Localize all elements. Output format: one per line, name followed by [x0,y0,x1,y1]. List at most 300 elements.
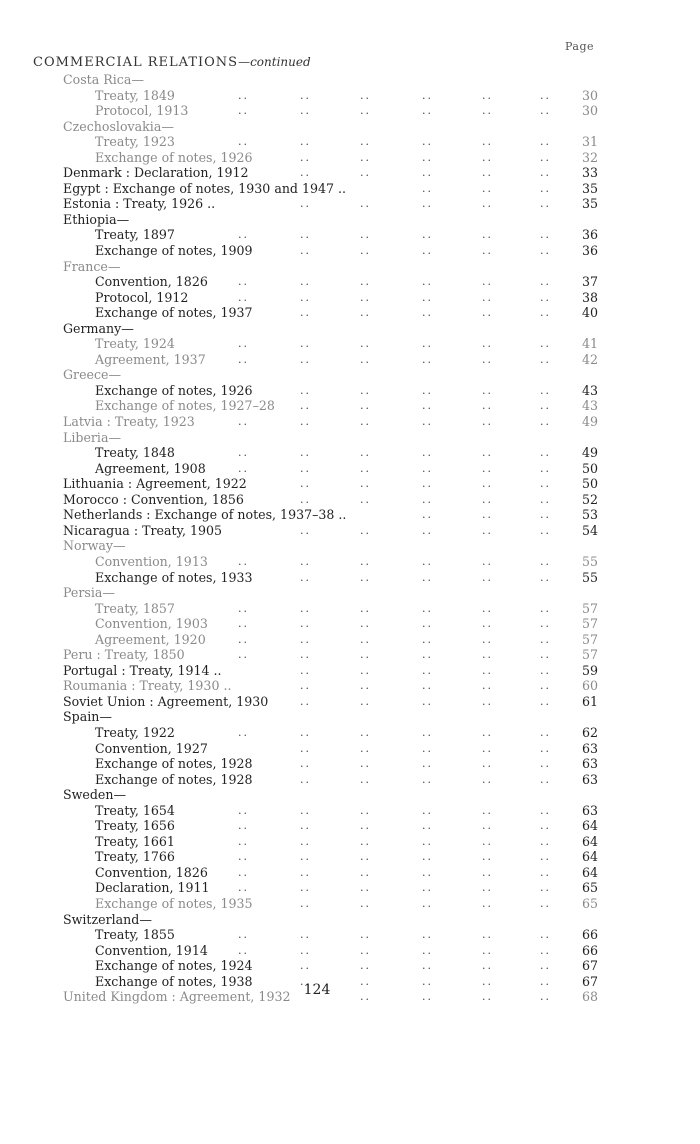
index-group-heading [0,367,700,383]
entry-text: Norway— [63,538,126,554]
leader-dot: .. [422,275,433,289]
entry-page-number: 49 [581,445,598,461]
leader-dot: .. [482,772,493,786]
leader-dot: .. [360,166,371,180]
leader-dot: .. [482,197,493,211]
index-entry [0,461,700,477]
leader-dot: .. [300,617,311,631]
leader-dots [0,103,560,119]
entry-text: Treaty, 1654 [95,802,175,818]
leader-dot: .. [422,135,433,149]
entry-text: Greece— [63,367,122,383]
leader-dot: .. [360,306,371,320]
leader-dot: .. [482,446,493,460]
leader-dots [0,834,560,850]
leader-dot: .. [422,446,433,460]
index-entry [0,196,700,212]
leader-dots [0,445,560,461]
continued-label: —continued [238,55,311,69]
leader-dot: .. [482,959,493,973]
index-entry [0,150,700,166]
leader-dot: .. [238,617,249,631]
leader-dot: .. [300,928,311,942]
leader-dot: .. [422,337,433,351]
leader-dots [0,243,560,259]
leader-dot: .. [482,881,493,895]
entry-text: Exchange of notes, 1928 [95,771,253,787]
leader-dot: .. [360,928,371,942]
leader-dot: .. [238,554,249,568]
leader-dot: .. [300,135,311,149]
leader-dot: .. [540,679,551,693]
leader-dot: .. [238,850,249,864]
leader-dot: .. [300,446,311,460]
leader-dots [0,616,560,632]
index-entry [0,818,700,834]
leader-dot: .. [482,306,493,320]
leader-dot: .. [238,415,249,429]
leader-dots [0,663,560,679]
leader-dots [0,632,560,648]
index-entry [0,274,700,290]
leader-dot: .. [482,337,493,351]
page-number: 124 [303,982,331,998]
entry-page-number: 35 [581,196,598,212]
leader-dot: .. [540,446,551,460]
entry-page-number: 40 [581,305,598,321]
index-entry [0,849,700,865]
index-entry [0,943,700,959]
entry-text: Exchange of notes, 1926 [95,149,253,165]
leader-dot: .. [482,741,493,755]
index-entry [0,896,700,912]
leader-dot: .. [422,865,433,879]
leader-dot: .. [360,741,371,755]
leader-dot: .. [422,663,433,677]
entry-page-number: 65 [581,895,598,911]
entry-text: Persia— [63,585,115,601]
leader-dot: .. [482,990,493,1004]
index-entry [0,492,700,508]
entry-page-number: 50 [581,460,598,476]
entry-text: Latvia : Treaty, 1923 [63,414,195,430]
entry-text: Netherlands : Exchange of notes, 1937–38 .. [63,507,347,523]
entry-text: Protocol, 1912 [95,289,189,305]
leader-dot: .. [360,135,371,149]
entry-text: Portugal : Treaty, 1914 .. [63,662,222,678]
entry-page-number: 60 [581,678,598,694]
leader-dot: .. [360,523,371,537]
entry-text: France— [63,258,121,274]
entry-text: Treaty, 1857 [95,600,175,616]
leader-dot: .. [422,508,433,522]
leader-dot: .. [360,104,371,118]
leader-dot: .. [540,228,551,242]
entry-page-number: 33 [581,165,598,181]
index-group-heading [0,787,700,803]
leader-dot: .. [482,228,493,242]
leader-dot: .. [422,570,433,584]
entry-text: Exchange of notes, 1926 [95,382,253,398]
index-entry [0,741,700,757]
leader-dot: .. [238,632,249,646]
index-entry [0,305,700,321]
leader-dot: .. [482,570,493,584]
leader-dot: .. [422,104,433,118]
entry-page-number: 49 [581,414,598,430]
index-group-heading [0,321,700,337]
leader-dot: .. [300,757,311,771]
entry-text: Costa Rica— [63,72,144,87]
leader-dot: .. [422,741,433,755]
leader-dot: .. [540,570,551,584]
leader-dot: .. [300,679,311,693]
entry-page-number: 35 [581,180,598,196]
entry-page-number: 66 [581,942,598,958]
leader-dot: .. [540,772,551,786]
leader-dot: .. [482,415,493,429]
entry-text: Exchange of notes, 1937 [95,305,253,321]
leader-dot: .. [482,694,493,708]
leader-dot: .. [360,943,371,957]
leader-dot: .. [238,461,249,475]
leader-dot: .. [422,492,433,506]
index-entry [0,694,700,710]
entry-text: Exchange of notes, 1909 [95,243,253,259]
leader-dots [0,694,560,710]
leader-dots [0,756,560,772]
leader-dot: .. [422,725,433,739]
leader-dot: .. [300,197,311,211]
leader-dot: .. [540,399,551,413]
leader-dot: .. [482,523,493,537]
entry-text: Declaration, 1911 [95,880,210,896]
leader-dot: .. [360,648,371,662]
entry-page-number: 63 [581,802,598,818]
leader-dot: .. [482,244,493,258]
leader-dots [0,803,560,819]
entry-text: Liberia— [63,429,122,445]
leader-dot: .. [422,632,433,646]
index-entry [0,352,700,368]
entry-page-number: 52 [581,491,598,507]
index-entry [0,507,700,523]
index-group-heading [0,119,700,135]
leader-dots [0,150,560,166]
leader-dot: .. [540,990,551,1004]
leader-dot: .. [422,150,433,164]
entry-text: Convention, 1903 [95,616,208,632]
leader-dot: .. [422,772,433,786]
entry-page-number: 42 [581,351,598,367]
entry-text: Treaty, 1923 [95,134,175,150]
leader-dot: .. [482,461,493,475]
leader-dots [0,181,560,197]
leader-dot: .. [540,461,551,475]
leader-dot: .. [300,601,311,615]
entry-text: Treaty, 1924 [95,336,175,352]
entry-page-number: 32 [581,149,598,165]
entry-page-number: 57 [581,647,598,663]
entry-text: Convention, 1914 [95,942,208,958]
entry-text: Peru : Treaty, 1850 [63,647,185,663]
entry-page-number: 54 [581,522,598,538]
leader-dot: .. [422,881,433,895]
leader-dot: .. [360,632,371,646]
leader-dot: .. [540,383,551,397]
leader-dot: .. [300,896,311,910]
index-entry [0,243,700,259]
leader-dot: .. [482,383,493,397]
leader-dot: .. [422,679,433,693]
leader-dot: .. [540,601,551,615]
index-entry [0,725,700,741]
leader-dot: .. [300,803,311,817]
leader-dot: .. [238,290,249,304]
entry-page-number: 30 [581,103,598,119]
leader-dot: .. [422,819,433,833]
entry-page-number: 53 [581,507,598,523]
leader-dot: .. [540,88,551,102]
index-entry [0,632,700,648]
leader-dot: .. [540,648,551,662]
leader-dot: .. [238,337,249,351]
leader-dot: .. [422,834,433,848]
leader-dot: .. [422,554,433,568]
entry-page-number: 30 [581,87,598,103]
leader-dot: .. [360,570,371,584]
entry-text: Convention, 1826 [95,864,208,880]
leader-dot: .. [540,135,551,149]
leader-dot: .. [540,415,551,429]
leader-dot: .. [238,446,249,460]
leader-dot: .. [482,896,493,910]
leader-dot: .. [540,244,551,258]
leader-dot: .. [238,865,249,879]
leader-dot: .. [540,477,551,491]
entry-page-number: 37 [581,274,598,290]
leader-dot: .. [360,865,371,879]
leader-dot: .. [422,943,433,957]
leader-dot: .. [540,197,551,211]
leader-dot: .. [422,974,433,988]
entry-text: Exchange of notes, 1927–28 [95,398,275,414]
leader-dot: .. [540,881,551,895]
leader-dot: .. [300,632,311,646]
leader-dot: .. [422,694,433,708]
leader-dot: .. [482,617,493,631]
entry-text: Treaty, 1922 [95,724,175,740]
entry-text: Czechoslovakia— [63,118,174,134]
leader-dot: .. [482,166,493,180]
leader-dot: .. [422,850,433,864]
leader-dot: .. [360,896,371,910]
entry-text: Egypt : Exchange of notes, 1930 and 1947 .. [63,180,347,196]
leader-dots [0,943,560,959]
leader-dots [0,227,560,243]
entry-page-number: 65 [581,880,598,896]
leader-dot: .. [482,725,493,739]
entry-page-number: 36 [581,243,598,259]
entry-page-number: 31 [581,134,598,150]
entry-page-number: 50 [581,476,598,492]
entry-page-number: 66 [581,927,598,943]
leader-dot: .. [360,228,371,242]
leader-dot: .. [482,974,493,988]
leader-dots [0,818,560,834]
index-entry [0,398,700,414]
entry-text: Treaty, 1656 [95,818,175,834]
leader-dot: .. [540,725,551,739]
leader-dots [0,274,560,290]
leader-dot: .. [238,928,249,942]
leader-dot: .. [540,663,551,677]
entry-page-number: 67 [581,958,598,974]
leader-dot: .. [360,415,371,429]
leader-dot: .. [238,881,249,895]
leader-dot: .. [482,275,493,289]
leader-dot: .. [482,150,493,164]
leader-dot: .. [540,275,551,289]
leader-dot: .. [482,601,493,615]
index-group-heading [0,538,700,554]
leader-dots [0,165,560,181]
leader-dot: .. [300,150,311,164]
leader-dot: .. [238,648,249,662]
entry-page-number: 61 [581,693,598,709]
leader-dot: .. [540,757,551,771]
leader-dot: .. [300,399,311,413]
leader-dot: .. [360,492,371,506]
entry-text: Ethiopia— [63,211,130,227]
leader-dot: .. [300,881,311,895]
leader-dot: .. [238,601,249,615]
leader-dot: .. [540,306,551,320]
index-entry [0,570,700,586]
leader-dot: .. [238,88,249,102]
leader-dots [0,305,560,321]
leader-dot: .. [540,337,551,351]
leader-dot: .. [422,461,433,475]
index-entry [0,88,700,104]
index-group-heading [0,430,700,446]
leader-dot: .. [300,725,311,739]
leader-dot: .. [360,290,371,304]
leader-dots [0,414,560,430]
entry-page-number: 57 [581,631,598,647]
entry-text: Treaty, 1766 [95,849,175,865]
leader-dot: .. [238,228,249,242]
leader-dots [0,849,560,865]
leader-dot: .. [300,306,311,320]
index-entry [0,663,700,679]
entry-page-number: 41 [581,336,598,352]
leader-dot: .. [360,244,371,258]
index-entry [0,958,700,974]
entry-page-number: 68 [581,989,598,1005]
entry-page-number: 64 [581,818,598,834]
leader-dot: .. [238,725,249,739]
leader-dots [0,492,560,508]
section-heading [33,55,311,70]
leader-dot: .. [360,959,371,973]
entry-text: Exchange of notes, 1928 [95,756,253,772]
entry-page-number: 57 [581,616,598,632]
leader-dot: .. [540,928,551,942]
leader-dot: .. [482,757,493,771]
leader-dot: .. [300,275,311,289]
entry-page-number: 57 [581,600,598,616]
entry-text: Treaty, 1848 [95,445,175,461]
entry-text: Exchange of notes, 1933 [95,569,253,585]
leader-dot: .. [540,694,551,708]
leader-dot: .. [540,943,551,957]
entry-text: Estonia : Treaty, 1926 .. [63,196,216,212]
leader-dot: .. [482,508,493,522]
entry-text: United Kingdom : Agreement, 1932 [63,989,291,1005]
leader-dots [0,461,560,477]
leader-dot: .. [540,834,551,848]
index-entry [0,290,700,306]
leader-dots [0,383,560,399]
entry-text: Denmark : Declaration, 1912 [63,165,249,181]
leader-dot: .. [300,648,311,662]
leader-dot: .. [360,974,371,988]
entry-text: Sweden— [63,787,127,803]
leader-dot: .. [360,88,371,102]
leader-dot: .. [482,803,493,817]
leader-dot: .. [540,632,551,646]
leader-dot: .. [300,383,311,397]
entry-text: Convention, 1927 [95,740,208,756]
leader-dot: .. [238,819,249,833]
leader-dot: .. [540,959,551,973]
entry-text: Exchange of notes, 1935 [95,895,253,911]
index-group-heading [0,72,700,88]
leader-dot: .. [300,663,311,677]
entry-text: Exchange of notes, 1924 [95,958,253,974]
leader-dot: .. [300,974,311,988]
leader-dot: .. [300,850,311,864]
entry-text: Agreement, 1908 [95,460,206,476]
index-group-heading [0,259,700,275]
index-group-heading [0,212,700,228]
leader-dot: .. [360,881,371,895]
leader-dot: .. [300,554,311,568]
leader-dot: .. [422,290,433,304]
leader-dot: .. [360,679,371,693]
entry-page-number: 63 [581,756,598,772]
leader-dot: .. [422,399,433,413]
leader-dot: .. [482,850,493,864]
leader-dot: .. [422,648,433,662]
leader-dot: .. [360,352,371,366]
leader-dot: .. [300,694,311,708]
leader-dots [0,88,560,104]
leader-dot: .. [422,959,433,973]
leader-dots [0,647,560,663]
index-entry [0,772,700,788]
leader-dot: .. [300,492,311,506]
leader-dot: .. [422,617,433,631]
leader-dot: .. [360,757,371,771]
leader-dot: .. [300,477,311,491]
entry-page-number: 63 [581,771,598,787]
leader-dot: .. [540,554,551,568]
index-group-heading [0,709,700,725]
leader-dot: .. [482,477,493,491]
leader-dot: .. [422,197,433,211]
